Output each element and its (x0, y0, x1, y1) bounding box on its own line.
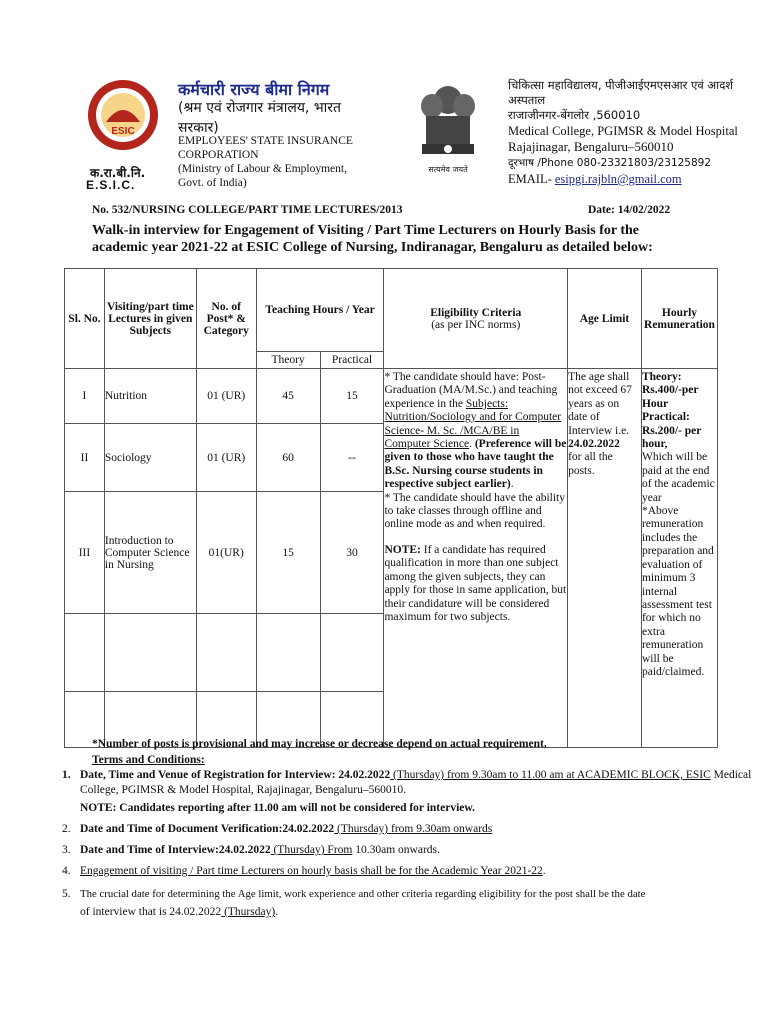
reference-number: No. 532/NURSING COLLEGE/PART TIME LECTURES/2013 (92, 204, 403, 216)
remuneration-cell: Theory: Rs.400/-per Hour Practical: Rs.200/- per hour, Which will be paid at the end of the academic year *Above remuneration includes the preparation and evaluation of minimum 3 internal assessment test for which no extra remuneration will be paid/claimed. (641, 369, 717, 748)
national-emblem (413, 78, 483, 178)
notice-title: Walk-in interview for Engagement of Visiting / Part Time Lecturers on Hourly Basis for the academic year 2021-22 at ESIC College of Nursing, Indiranagar, Bengaluru as detailed below: (92, 223, 653, 255)
table-row: II Sociology 01 (UR) 60 -- (65, 424, 718, 492)
term-1: 1. Date, Time and Venue of Registration for Interview: 24.02.2022 (Thursday) from 9.30am to 11.00 am at ACADEMIC BLOCK, ESIC Medical College, PGIMSR & Model Hospital, Rajajinagar, Bengaluru–560010. NOTE: Candidates reporting after 11.00 am will not be considered for interview. (62, 769, 752, 814)
svg-text:ESIC: ESIC (111, 126, 135, 137)
terms-heading: Terms and Conditions: (92, 754, 205, 766)
term-4: 4. Engagement of visiting / Part time Lecturers on hourly basis shall be for the Academic Year 2021-22. (62, 865, 546, 877)
svg-text:सत्यमेव जयते: सत्यमेव जयते (428, 165, 468, 174)
notice-date: Date: 14/02/2022 (588, 204, 671, 216)
abbr-english: E.S.I.C. (86, 178, 136, 192)
header-eligibility: Eligibility Criteria (as per INC norms) (384, 269, 568, 369)
header-practical: Practical (320, 352, 384, 369)
ministry-hindi: (श्रम एवं रोजगार मंत्रालय, भारत सरकार) (178, 100, 342, 136)
header-posts: No. of Post* & Category (196, 269, 256, 369)
eligibility-cell: * The candidate should have: Post-Graduation (MA/M.Sc.) and teaching experience in the Subjects: Nutrition/Sociology and for Computer Science- M. Sc. /MCA/BE in Computer Science. (Preference will be given to those who have taught the B.Sc. Nursing course students in respective subject earlier). * The candidate should have the ability to take classes through offline and online mode as and when required. NOTE: If a candidate has required qualification in more than one subject among the given subjects, they can apply for those in same application, but their candidature will be considered maximum for two subjects. (384, 369, 568, 748)
terms-list (62, 768, 752, 921)
lecture-table (64, 268, 718, 748)
header-age-limit: Age Limit (568, 269, 642, 369)
esic-logo (86, 78, 160, 152)
email-line: EMAIL- esipgi.rajbln@gmail.com (508, 172, 682, 186)
header-sl-no: Sl. No. (65, 269, 105, 369)
email-link[interactable]: esipgi.rajbln@gmail.com (554, 172, 682, 186)
hospital-address: चिकित्सा महाविद्यालय, पीजीआईएमएसआर एवं आदर्श अस्पताल राजाजीनगर-बेंगलोर ,560010 Medical College, PGIMSR & Model Hospital Rajajinagar, Bengaluru–560010 दूरभाष /Phone 080-23321803/23125892 EMAIL- esipgi.rajbln@gmail.com (508, 78, 748, 187)
posts-footnote: *Number of posts is provisional and may increase or decrease depend on actual requirement. (92, 738, 547, 750)
ashoka-emblem-icon (413, 78, 483, 178)
esic-logo-icon (86, 78, 160, 152)
abbr-hindi: क.रा.बी.नि. (90, 166, 146, 180)
term-5: 5. The crucial date for determining the Age limit, work experience and other criteria regarding eligibility for the post shall be the date of interview that is 24.02.2022 (Thursday). (62, 888, 646, 918)
age-limit-cell: The age shall not exceed 67 years as on date of Interview i.e. 24.02.2022 for all the posts. (568, 369, 642, 748)
term-2: 2. Date and Time of Document Verification:24.02.2022 (Thursday) from 9.30am onwards (62, 823, 493, 835)
header-remuneration: Hourly Remuneration (641, 269, 717, 369)
org-name-hindi: कर्मचारी राज्य बीमा निगम (178, 80, 330, 99)
header-subject: Visiting/part time Lectures in given Subjects (104, 269, 196, 369)
header-teaching-hours: Teaching Hours / Year (256, 269, 384, 352)
table-row: III Introduction to Computer Science in Nursing 01(UR) 15 30 (65, 492, 718, 614)
table-row: I Nutrition 01 (UR) 45 15 * The candidate should have: Post-Graduation (MA/M.Sc.) and teaching experience in the Subjects: Nutrition/Sociology and for Computer Science- M. Sc. /MCA/BE in Computer Science. (Preference will be given to those who have taught the B.Sc. Nursing course students in respective subject earlier). * The candidate should have the ability to take classes through offline and online mode as and when required. NOTE: If a candidate has required qualification in more than one subject among the given subjects, they can apply for those in same application, but their candidature will be considered maximum for two subjects. The age shall not exceed 67 years as on date of Interview i.e. 24.02.2022 for all the posts. Theory: Rs.400/-per Hour Practical: Rs.200/- per hour, Which will be paid at the end of the academic year *Above remuneration includes the preparation and evaluation of minimum 3 internal assessment test for which no extra remuneration will be paid/claimed. (65, 369, 718, 424)
org-name-english: EMPLOYEES' STATE INSURANCE CORPORATION (Ministry of Labour & Employment, Govt. of India) (178, 135, 353, 189)
term-3: 3. Date and Time of Interview:24.02.2022 (Thursday) From 10.30am onwards. (62, 844, 440, 856)
header-theory: Theory (256, 352, 320, 369)
